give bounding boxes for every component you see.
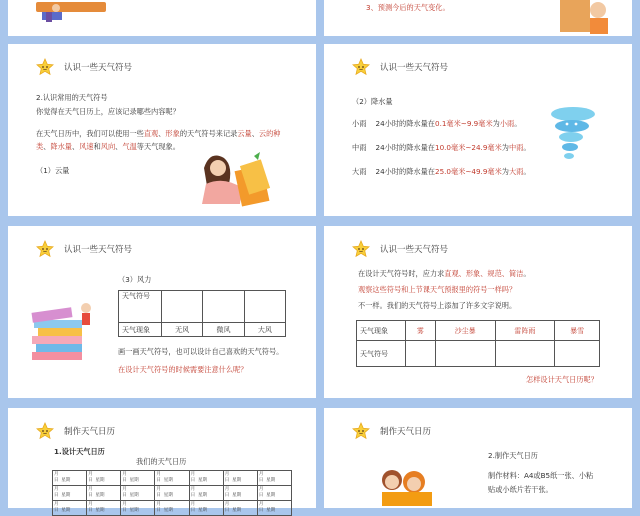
calendar-cell[interactable] — [87, 471, 121, 486]
table-cell[interactable] — [203, 291, 244, 323]
materials-line-1: 制作材料：A4或B5纸一张、小粘 — [488, 471, 594, 480]
calendar-month-label: 月 — [190, 502, 196, 507]
calendar-month-label: 月 — [190, 472, 196, 477]
slide-top-right[interactable] — [324, 0, 632, 36]
calendar-month-label: 月 — [224, 472, 230, 477]
calendar-cell[interactable] — [121, 501, 155, 516]
calendar-month-label: 月 — [258, 502, 264, 507]
star-icon — [352, 422, 370, 440]
slide-wind-force[interactable] — [8, 226, 316, 398]
calendar-cell[interactable] — [257, 486, 291, 501]
observe-question: 观察这些符号和上节课天气预报里的符号一样吗？ — [358, 285, 517, 294]
books-illustration — [32, 0, 112, 28]
slide-title: 制作天气日历 — [64, 427, 116, 437]
forecast-item-3: 3、预测今后的天气变化。 — [366, 3, 450, 12]
slide-header — [36, 422, 115, 440]
table-cell[interactable] — [555, 341, 600, 367]
weather-calendar-grid — [52, 470, 292, 516]
table-cell[interactable] — [244, 291, 285, 323]
slide-title: 认识一些天气符号 — [380, 245, 449, 255]
calendar-cell[interactable] — [189, 501, 223, 516]
calendar-month-label: 月 — [156, 472, 161, 477]
calendar-month-label: 月 — [190, 487, 196, 492]
calendar-month-label: 月 — [258, 487, 264, 492]
rain-row-heavy: 大雨 24小时的降水量在25.0毫米~49.9毫米为大雨。 — [352, 167, 531, 176]
calendar-cell[interactable] — [121, 486, 155, 501]
calendar-day-week-label: 日 星期 — [122, 478, 139, 483]
calendar-month-label: 月 — [88, 502, 93, 507]
item-cloud-amount: （1）云量 — [36, 166, 70, 175]
star-icon — [352, 240, 370, 258]
calendar-cell[interactable] — [53, 471, 87, 486]
calendar-day-week-label: 日 星期 — [88, 508, 105, 513]
calendar-month-label: 月 — [54, 487, 59, 492]
section-heading: 2.认识常用的天气符号 — [36, 93, 108, 102]
calendar-month-label: 月 — [54, 502, 59, 507]
slide-precipitation[interactable] — [324, 44, 632, 216]
slide-title: 制作天气日历 — [380, 427, 432, 437]
weather-symbol-table — [356, 320, 600, 367]
table-cell: 天气现象 — [119, 323, 162, 337]
next-question: 怎样设计天气日历呢？ — [526, 375, 598, 384]
star-icon — [36, 240, 54, 258]
slide-header — [352, 240, 448, 258]
table-cell[interactable] — [435, 341, 495, 367]
calendar-day-week-label: 日 星期 — [224, 493, 242, 498]
calendar-day-week-label: 日 星期 — [190, 508, 207, 513]
star-icon — [36, 422, 54, 440]
section-heading: 2.制作天气日历 — [488, 451, 538, 460]
section-heading: （3）风力 — [118, 275, 152, 284]
section-heading: （2）降水量 — [352, 97, 393, 106]
calendar-cell[interactable] — [223, 486, 257, 501]
table-cell: 天气现象 — [357, 321, 406, 341]
slide-header — [352, 58, 448, 76]
calendar-cell[interactable] — [223, 501, 257, 516]
calendar-cell[interactable] — [155, 501, 189, 516]
calendar-cell[interactable] — [257, 501, 291, 516]
design-principle: 在设计天气符号时，应力求直观、形象、规范、简洁。 — [358, 269, 531, 278]
table-cell: 大风 — [244, 323, 285, 337]
instruction-text: 画一画天气符号，也可以设计自己喜欢的天气符号。 — [118, 347, 284, 356]
materials-line-2: 贴或小纸片若干张。 — [488, 485, 553, 494]
calendar-day-week-label: 日 星期 — [156, 508, 173, 513]
books-stack-illustration — [28, 296, 98, 366]
calendar-day-week-label: 日 星期 — [54, 478, 71, 483]
calendar-month-label: 月 — [156, 487, 161, 492]
children-illustration — [374, 466, 444, 506]
calendar-day-week-label: 日 星期 — [258, 508, 276, 513]
question-text: 你觉得在天气日历上，应该记录哪些内容呢？ — [36, 107, 180, 116]
calendar-month-label: 月 — [122, 502, 127, 507]
rain-row-light: 小雨 24小时的降水量在0.1毫米~9.9毫米为小雨。 — [352, 119, 522, 128]
slide-design-calendar[interactable] — [8, 408, 316, 513]
answer-text: 不一样。我们的天气符号上添加了许多文字说明。 — [358, 301, 517, 310]
calendar-month-label: 月 — [224, 487, 230, 492]
calendar-cell[interactable] — [87, 501, 121, 516]
slide-title: 认识一些天气符号 — [64, 245, 133, 255]
calendar-month-label: 月 — [88, 472, 93, 477]
calendar-month-label: 月 — [224, 502, 230, 507]
table-cell: 天气符号 — [119, 291, 162, 323]
slide-header — [352, 422, 431, 440]
student-illustration — [554, 0, 614, 36]
slide-title: 认识一些天气符号 — [64, 63, 133, 73]
slide-symbol-design[interactable] — [324, 226, 632, 398]
slide-weather-symbols-intro[interactable] — [8, 44, 316, 216]
rain-row-moderate: 中雨 24小时的降水量在10.0毫米~24.9毫米为中雨。 — [352, 143, 531, 152]
calendar-row — [53, 471, 292, 486]
calendar-month-label: 月 — [122, 487, 127, 492]
calendar-cell[interactable] — [155, 471, 189, 486]
slide-title: 认识一些天气符号 — [380, 63, 449, 73]
calendar-month-label: 月 — [258, 472, 264, 477]
table-cell[interactable] — [162, 291, 203, 323]
calendar-cell[interactable] — [189, 486, 223, 501]
table-cell: 天气符号 — [357, 341, 406, 367]
slide-header — [36, 240, 132, 258]
calendar-month-label: 月 — [156, 502, 161, 507]
slide-make-calendar[interactable] — [324, 408, 632, 508]
slide-header — [36, 58, 132, 76]
calendar-month-label: 月 — [88, 487, 93, 492]
calendar-cell[interactable] — [87, 486, 121, 501]
table-cell: 微风 — [203, 323, 244, 337]
calendar-day-week-label: 日 星期 — [190, 493, 207, 498]
table-cell: 沙尘暴 — [435, 321, 495, 341]
wind-table — [118, 290, 286, 337]
calendar-day-week-label: 日 星期 — [190, 478, 207, 483]
table-cell: 无风 — [162, 323, 203, 337]
calendar-day-week-label: 日 星期 — [122, 493, 139, 498]
calendar-day-week-label: 日 星期 — [88, 478, 105, 483]
calendar-title: 我们的天气日历 — [136, 457, 187, 466]
slide-top-left[interactable] — [8, 0, 316, 36]
calendar-day-week-label: 日 星期 — [258, 493, 276, 498]
paragraph-line-2: 类、降水量、风速和风向、气温等天气现象。 — [36, 142, 180, 151]
table-cell: 暴雪 — [555, 321, 600, 341]
calendar-day-week-label: 日 星期 — [156, 478, 173, 483]
table-cell: 雷阵雨 — [495, 321, 555, 341]
calendar-day-week-label: 日 星期 — [224, 508, 242, 513]
section-heading: 1.设计天气日历 — [54, 447, 105, 456]
calendar-day-week-label: 日 星期 — [258, 478, 276, 483]
star-icon — [352, 58, 370, 76]
calendar-cell[interactable] — [257, 471, 291, 486]
calendar-cell[interactable] — [155, 486, 189, 501]
calendar-cell[interactable] — [53, 486, 87, 501]
calendar-day-week-label: 日 星期 — [122, 508, 139, 513]
paragraph-line-1: 在天气日历中，我们可以使用一些直观、形象的天气符号来记录云量、云的种 — [36, 129, 281, 138]
calendar-month-label: 月 — [54, 472, 59, 477]
calendar-row — [53, 501, 292, 516]
calendar-cell[interactable] — [121, 471, 155, 486]
calendar-cell[interactable] — [223, 471, 257, 486]
calendar-cell[interactable] — [53, 501, 87, 516]
calendar-day-week-label: 日 星期 — [156, 493, 173, 498]
calendar-month-label: 月 — [122, 472, 127, 477]
calendar-day-week-label: 日 星期 — [224, 478, 242, 483]
calendar-day-week-label: 日 星期 — [54, 508, 71, 513]
star-icon — [36, 58, 54, 76]
calendar-cell[interactable] — [189, 471, 223, 486]
tornado-illustration — [548, 104, 598, 174]
question-text: 在设计天气符号的时候需要注意什么呢？ — [118, 365, 248, 374]
calendar-day-week-label: 日 星期 — [54, 493, 71, 498]
table-cell[interactable] — [495, 341, 555, 367]
table-cell[interactable] — [406, 341, 436, 367]
calendar-day-week-label: 日 星期 — [88, 493, 105, 498]
calendar-row — [53, 486, 292, 501]
girl-reading-illustration — [194, 148, 284, 208]
table-cell: 雾 — [406, 321, 436, 341]
